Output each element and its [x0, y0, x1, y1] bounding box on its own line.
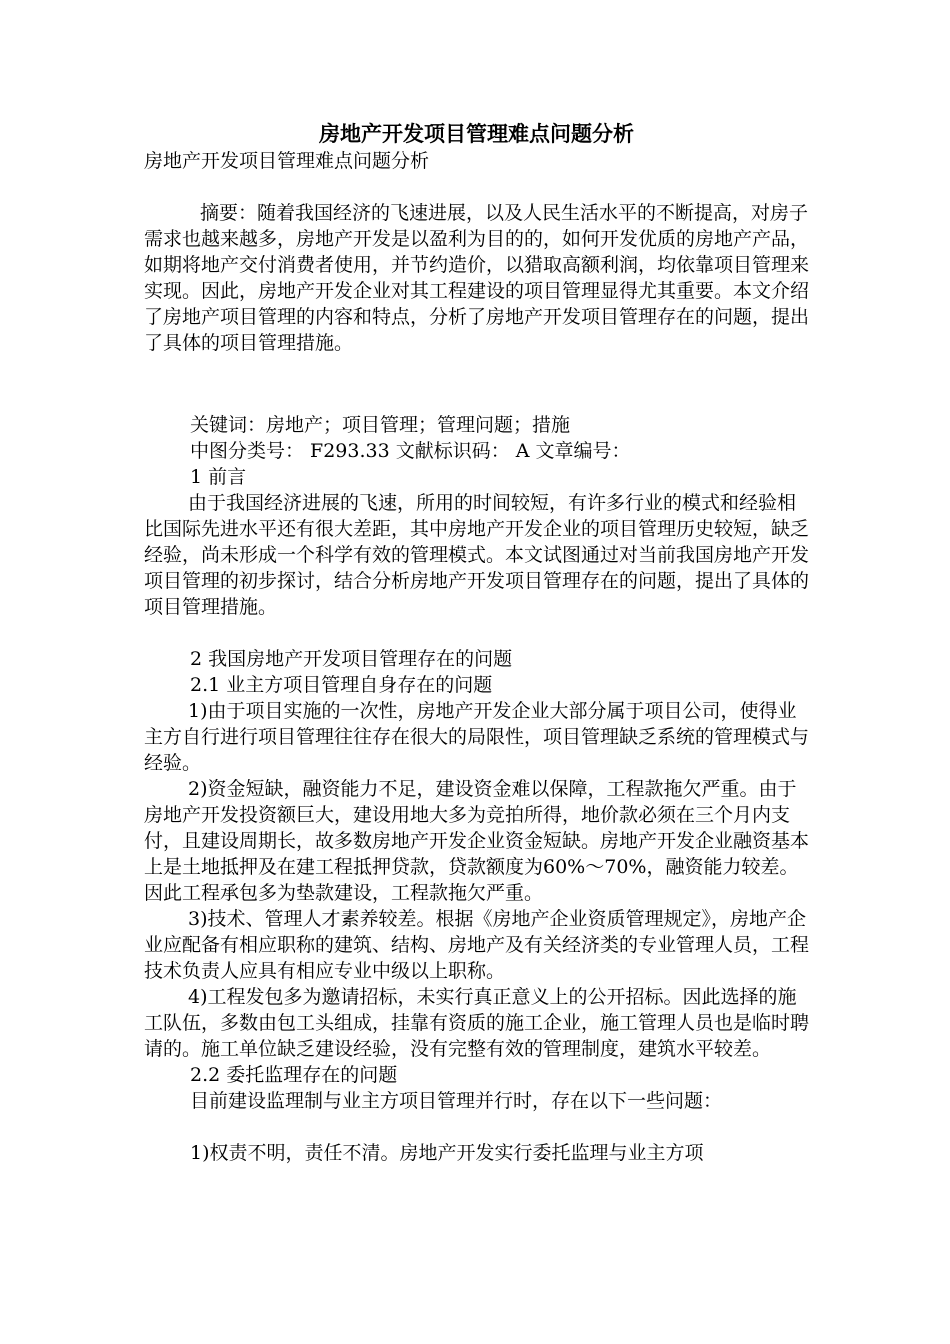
- list-paragraph: 1)由于项目实施的一次性，房地产开发企业大部分属于项目公司，使得业主方自行进行项目管理往往存在很大的局限性，项目管理缺乏系统的管理模式与经验。: [144, 700, 810, 774]
- list-paragraph: 2)资金短缺，融资能力不足，建设资金难以保障，工程款拖欠严重。由于房地产开发投资额巨大，建设用地大多为竞拍所得，地价款必须在三个月内支付，且建设周期长，故多数房地产开发企业资金短缺。房地产开发企业融资基本上是土地抵押及在建工程抵押贷款，贷款额度为60%～70%，融资能力较差。因此工程承包多为垫款建设，工程款拖欠严重。: [144, 778, 810, 904]
- abstract-paragraph: 摘要：随着我国经济的飞速进展，以及人民生活水平的不断提高，对房子需求也越来越多，房地产开发是以盈利为目的的，如何开发优质的房地产产品，如期将地产交付消费者使用，并节约造价，以猎取高额利润，均依靠项目管理来实现。因此，房地产开发企业对其工程建设的项目管理显得尤其重要。本文介绍了房地产项目管理的内容和特点，分析了房地产开发项目管理存在的问题，提出了具体的项目管理措施。: [144, 202, 810, 354]
- list-paragraph: 1)权责不明，责任不清。房地产开发实行委托监理与业主方项: [190, 1142, 704, 1164]
- spacer: [144, 174, 809, 200]
- document-title: 房地产开发项目管理难点问题分析: [319, 121, 634, 146]
- spacer: [144, 356, 809, 412]
- document-subtitle: 房地产开发项目管理难点问题分析: [144, 150, 430, 172]
- section-heading: 2 我国房地产开发项目管理存在的问题: [190, 648, 513, 670]
- body-paragraph: 目前建设监理制与业主方项目管理并行时，存在以下一些问题：: [190, 1090, 723, 1112]
- spacer: [144, 1114, 809, 1140]
- keywords-line: 关键词：房地产；项目管理；管理问题；措施: [190, 414, 571, 436]
- document-body: [144, 120, 809, 1166]
- classification-line: 中图分类号： F293.33 文献标识码： A 文章编号：: [190, 440, 631, 462]
- list-paragraph: 3)技术、管理人才素养较差。根据《房地产企业资质管理规定》，房地产企业应配备有相应职称的建筑、结构、房地产及有关经济类的专业管理人员，工程技术负责人应具有相应专业中级以上职称。: [144, 908, 810, 982]
- subsection-heading: 2.2 委托监理存在的问题: [190, 1064, 398, 1086]
- subsection-heading: 2.1 业主方项目管理自身存在的问题: [190, 674, 493, 696]
- section-heading: 1 前言: [190, 466, 247, 488]
- list-paragraph: 4)工程发包多为邀请招标，未实行真正意义上的公开招标。因此选择的施工队伍，多数由包工头组成，挂靠有资质的施工企业，施工管理人员也是临时聘请的。施工单位缺乏建设经验，没有完整有效的管理制度，建筑水平较差。: [144, 986, 810, 1060]
- body-paragraph: 由于我国经济进展的飞速，所用的时间较短，有许多行业的模式和经验相比国际先进水平还有很大差距，其中房地产开发企业的项目管理历史较短，缺乏经验，尚未形成一个科学有效的管理模式。本文试图通过对当前我国房地产开发项目管理的初步探讨，结合分析房地产开发项目管理存在的问题，提出了具体的项目管理措施。: [144, 492, 810, 618]
- spacer: [144, 620, 809, 646]
